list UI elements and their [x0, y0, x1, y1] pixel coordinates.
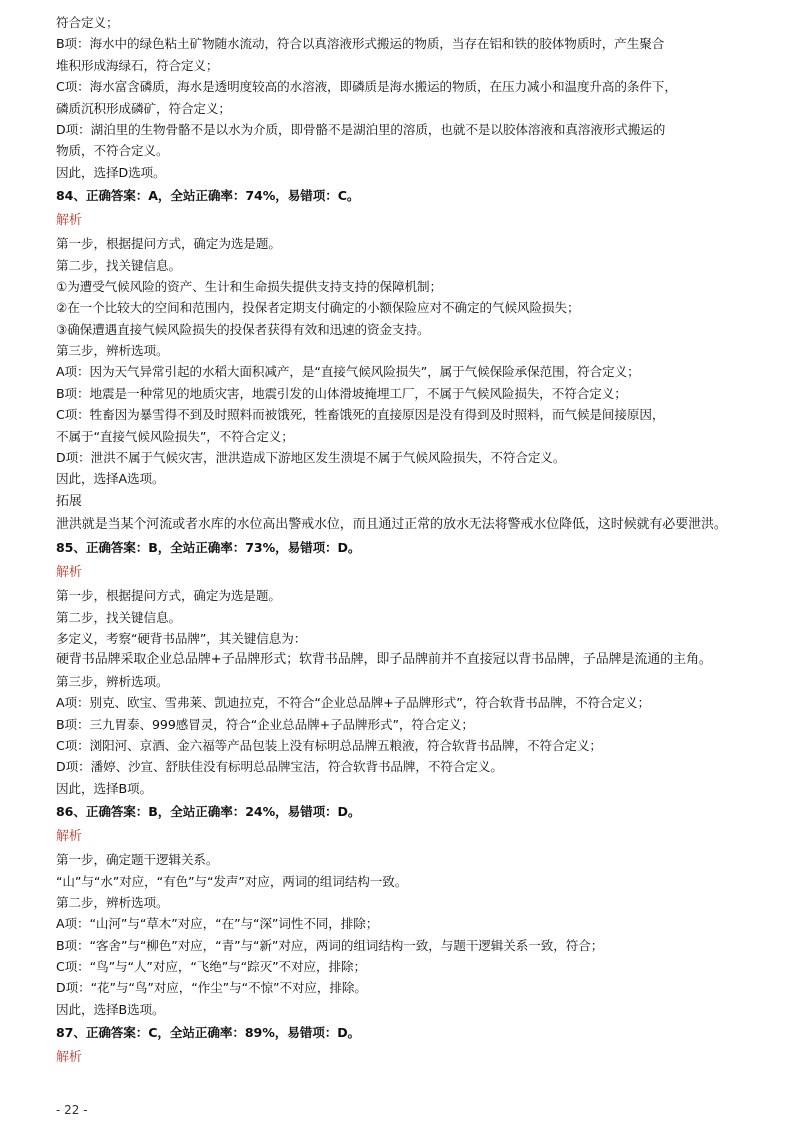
- text-line: D项：湖泊里的生物骨骼不是以水为介质，即骨骼不是湖泊里的溶质，也就不是以胶体溶液和真溶液形式搬运的: [56, 121, 666, 137]
- text-line: C项：海水富含磷质，海水是透明度较高的水溶液，即磷质是海水搬运的物质，在压力减小和温度升高的条件下，: [56, 79, 677, 95]
- text-line: 因此，选择A选项。: [56, 471, 165, 487]
- analysis-heading: 解析: [56, 829, 82, 845]
- answer-heading: 85、正确答案：B，全站正确率：73%，易错项：D。: [56, 540, 361, 556]
- text-line: 第二步，找关键信息。: [56, 609, 181, 625]
- text-line: 因此，选择B选项。: [56, 1001, 165, 1017]
- document-body: [56, 12, 756, 1070]
- text-line: C项：牲畜因为暴雪得不到及时照料而被饿死，牲畜饿死的直接原因是没有得到及时照料，而气候是间接原因，: [56, 407, 665, 423]
- text-line: 多定义，考察“硬背书品牌”，其关键信息为：: [56, 631, 307, 646]
- text-line: B项：三九胃泰、999感冒灵，符合“企业总品牌+子品牌形式”，符合定义；: [56, 716, 474, 732]
- paragraph: 硬背书品牌采取企业总品牌+子品牌形式；软背书品牌，即子品牌前并不直接冠以背书品牌，子品牌是流通的主角。: [56, 652, 712, 668]
- answer-heading: 84、正确答案：A，全站正确率：74%，易错项：C。: [56, 188, 360, 204]
- analysis-heading: 解析: [56, 213, 82, 229]
- text-line: C项：“鸟”与“人”对应，“飞绝”与“踪灭”不对应，排除；: [56, 959, 366, 975]
- text-line: A项：别克、欧宝、雪弗莱、凯迪拉克，不符合“企业总品牌+子品牌形式”，符合软背书品牌，不符合定义；: [56, 695, 651, 711]
- text-line: 符合定义；: [56, 15, 119, 30]
- text-line: B项：海水中的绿色粘土矿物随水流动，符合以真溶液形式搬运的物质，当存在铝和铁的胶体物质时，产生聚合: [56, 36, 665, 52]
- text-line: 第二步，辨析选项。: [56, 894, 169, 910]
- paragraph: 泄洪就是当某个河流或者水库的水位高出警戒水位，而且通过正常的放水无法将警戒水位降低，这时候就有必要泄洪。: [56, 516, 727, 532]
- text-line: D项：潘婷、沙宣、舒肤佳没有标明总品牌宝洁，符合软背书品牌，不符合定义。: [56, 759, 503, 775]
- text-line: 堆积形成海绿石，符合定义；: [56, 57, 219, 73]
- analysis-heading: 解析: [56, 1050, 82, 1066]
- text-line: C项：浏阳河、京酒、金六福等产品包装上没有标明总品牌五粮液，符合软背书品牌，不符合定义；: [56, 737, 602, 753]
- page-number: - 22 -: [56, 1103, 88, 1117]
- text-line: D项：泄洪不属于气候灾害，泄洪造成下游地区发生溃堤不属于气候风险损失，不符合定义。: [56, 450, 566, 466]
- text-line: 因此，选择D选项。: [56, 164, 166, 180]
- text-line: ②在一个比较大的空间和范围内，投保者定期支付确定的小额保险应对不确定的气候风险损失；: [56, 300, 580, 316]
- text-line: ③确保遭遇直接气候风险损失的投保者获得有效和迅速的资金支持。: [56, 321, 430, 337]
- text-line: ①为遭受气候风险的资产、生计和生命损失提供支持支持的保障机制；: [56, 278, 443, 294]
- text-line: “山”与“水”对应，“有色”与“发声”对应，两词的组词结构一致。: [56, 873, 408, 889]
- analysis-heading: 解析: [56, 565, 82, 581]
- text-line: 物质，不符合定义。: [56, 143, 169, 159]
- text-line: 第一步，根据提问方式，确定为选是题。: [56, 236, 281, 252]
- text-line: 第一步，确定题干逻辑关系。: [56, 852, 219, 868]
- text-line: 第二步，找关键信息。: [56, 257, 181, 273]
- text-line: B项：地震是一种常见的地质灾害，地震引发的山体滑坡掩埋工厂，不属于气候风险损失，不符合定义；: [56, 385, 627, 401]
- text-line: D项：“花”与“鸟”对应，“作尘”与“不惊”不对应，排除。: [56, 980, 367, 996]
- text-line: B项：“客舍”与“柳色”对应，“青”与“新”对应，两词的组词结构一致，与题干逻辑关系一致，符合；: [56, 937, 604, 953]
- text-line: 第一步，根据提问方式，确定为选是题。: [56, 588, 281, 604]
- text-line: A项：因为天气异常引起的水稻大面积减产，是“直接气候风险损失”，属于气候保险承保范围，符合定义；: [56, 364, 640, 380]
- text-line: A项：“山河”与“草木”对应，“在”与“深”词性不同，排除；: [56, 916, 379, 932]
- answer-heading: 87、正确答案：C，全站正确率：89%，易错项：D。: [56, 1025, 361, 1041]
- text-line: 第三步，辨析选项。: [56, 673, 169, 689]
- text-line: 因此，选择B项。: [56, 780, 152, 796]
- text-line: 第三步，辨析选项。: [56, 343, 169, 359]
- text-line: 不属于“直接气候风险损失”，不符合定义；: [56, 428, 294, 444]
- answer-heading: 86、正确答案：B，全站正确率：24%，易错项：D。: [56, 804, 361, 820]
- text-line: 磷质沉积形成磷矿，符合定义；: [56, 100, 231, 116]
- extension-heading: 拓展: [56, 493, 82, 509]
